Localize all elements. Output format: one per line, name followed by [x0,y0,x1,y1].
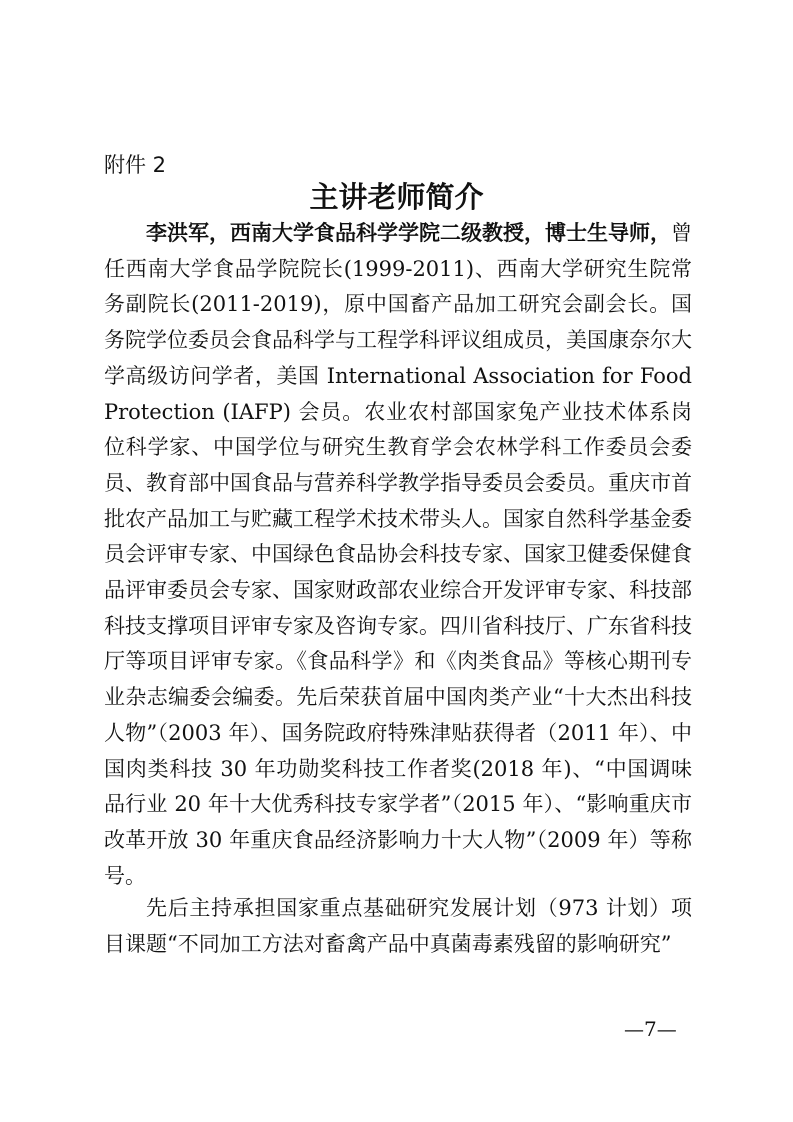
page-title: 主讲老师简介 [309,180,484,214]
attachment-label: 附件 2 [104,153,167,177]
bio-text: 曾任西南大学食品学院院长(1999-2011)、西南大学研究生院常务副院长(2011-2019)，原中国畜产品加工研究会副会长。国务院学位委员会食品科学与工程学科评议组成员，美国康奈尔大学高级访问学者，美国 International Association for Food Protection (IAFP) 会员。农业农村部国家兔产业技术体系岗位科学家、中国学位与研究生教育学会农林学科工作委员会委员、教育部中国食品与营养科学教学指导委员会委员。重庆市首批农产品加工与贮藏工程学术技术带头人。国家自然科学基金委员会评审专家、中国绿色食品协会科技专家、国家卫健委保健食品评审委员会专家、国家财政部农业综合开发评审专家、科技部科技支撑项目评审专家及咨询专家。四川省科技厅、广东省科技厅等项目评审专家。《食品科学》和《肉类食品》等核心期刊专业杂志编委会编委。先后荣获首届中国肉类产业“十大杰出科技人物”（2003 年）、国务院政府特殊津贴获得者（2011 年）、中国肉类科技 30 年功勋奖科技工作者奖(2018 年)、“中国调味品行业 20 年十大优秀科技专家学者”（2015 年）、“影响重庆市改革开放 30 年重庆食品经济影响力十大人物”（2009 年）等称号。 [104,221,692,888]
page-number: —7— [624,1017,677,1041]
bio-paragraph-2: 先后主持承担国家重点基础研究发展计划（973 计划）项目课题“不同加工方法对畜禽产品中真菌毒素残留的影响研究” [104,896,692,956]
bio-paragraph-1 [104,216,692,894]
bio-lead: 李洪军，西南大学食品科学学院二级教授，博士生导师， [146,221,671,245]
